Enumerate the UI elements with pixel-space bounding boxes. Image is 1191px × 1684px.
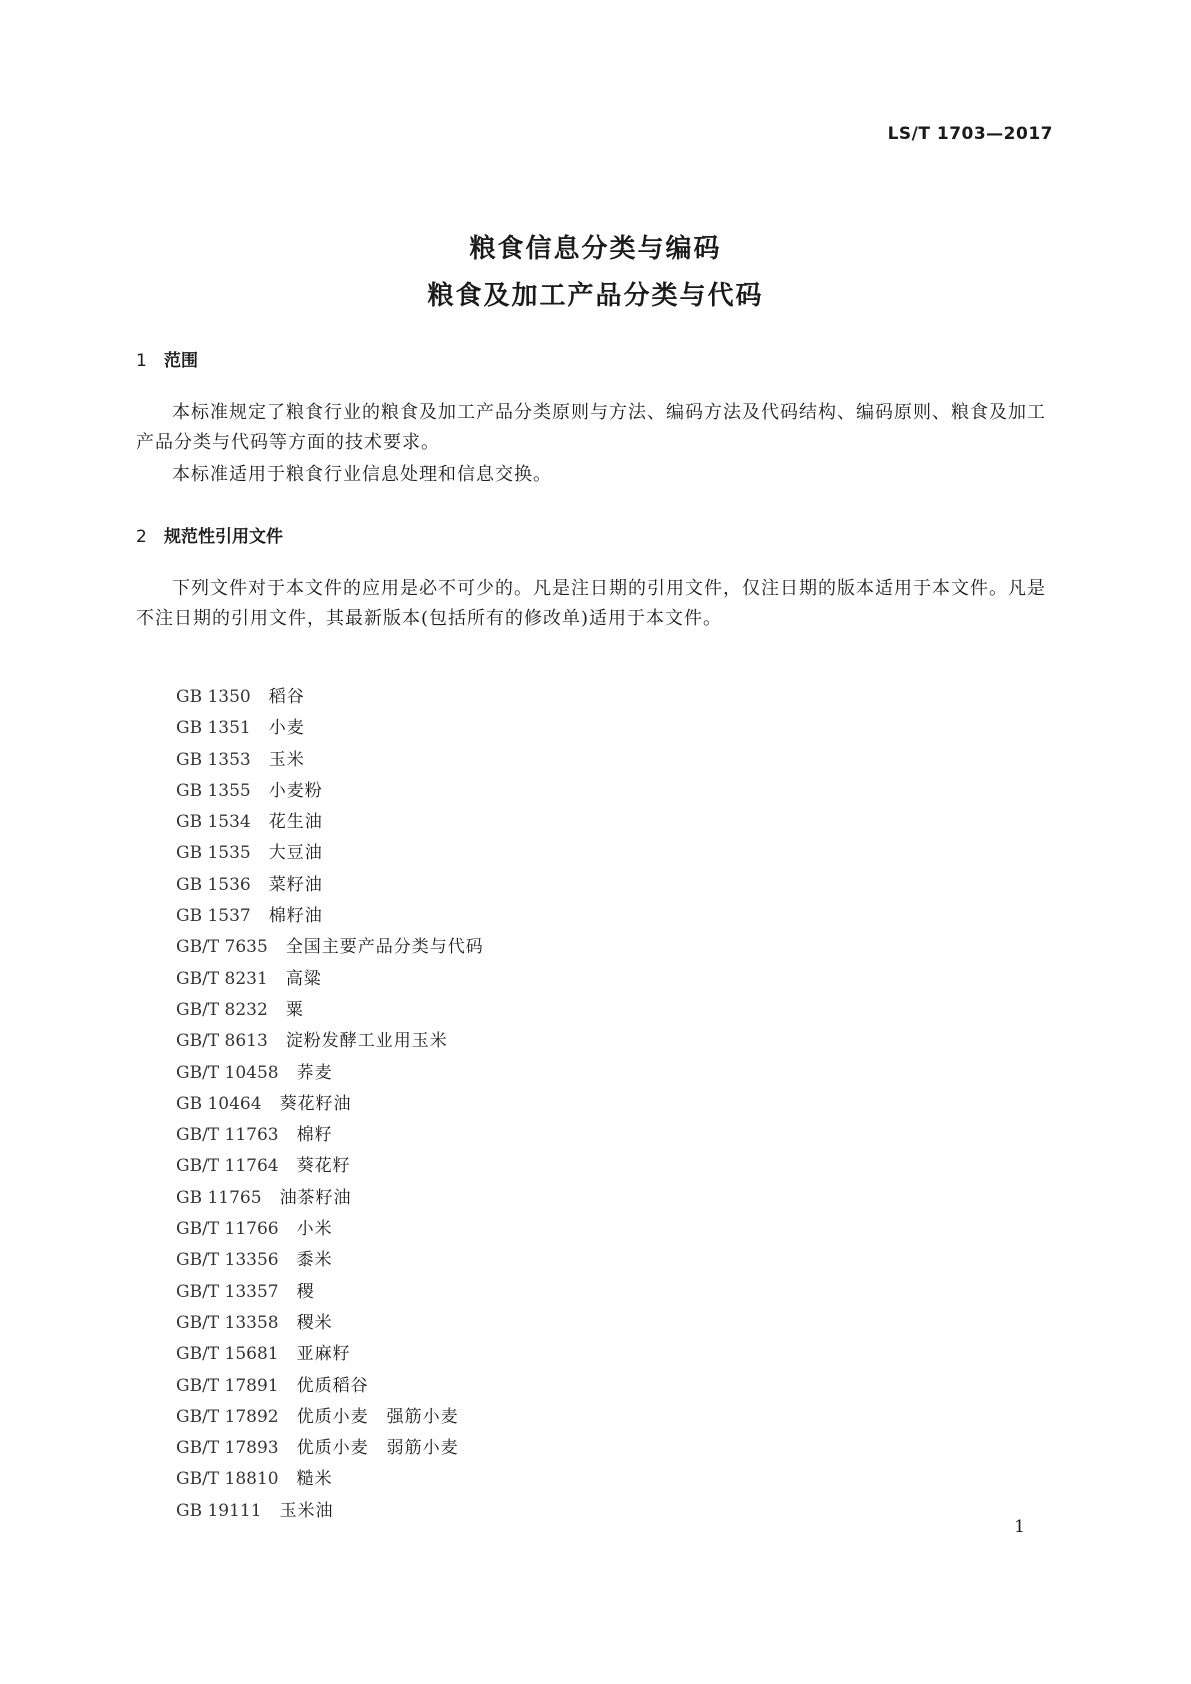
reference-code: GB/T 7635 (176, 937, 268, 958)
reference-title: 糙米 (296, 1469, 333, 1490)
page-number: 1 (1014, 1517, 1025, 1537)
reference-code: GB 1351 (176, 718, 251, 739)
reference-title: 花生油 (268, 812, 323, 833)
reference-title: 稷米 (296, 1312, 333, 1333)
reference-code: GB/T 11764 (176, 1156, 279, 1177)
section-number: 1 (136, 351, 147, 371)
document-title-line1: 粮食信息分类与编码 (469, 234, 722, 264)
reference-code: GB/T 13357 (176, 1281, 279, 1302)
reference-code: GB/T 13358 (176, 1312, 279, 1333)
reference-title: 优质小麦 弱筋小麦 (296, 1438, 459, 1459)
reference-item (176, 932, 484, 963)
reference-code: GB 1535 (176, 843, 251, 864)
reference-code: GB/T 15681 (176, 1344, 279, 1365)
reference-title: 全国主要产品分类与代码 (285, 937, 484, 958)
reference-code: GB/T 8231 (176, 968, 268, 989)
reference-item (176, 1214, 484, 1245)
reference-item (176, 1277, 484, 1308)
section-scope-heading (136, 346, 198, 371)
reference-item (176, 1402, 484, 1433)
reference-code: GB 19111 (176, 1500, 262, 1521)
normative-refs-intro: 下列文件对于本文件的应用是必不可少的。凡是注日期的引用文件，仅注日期的版本适用于本文件。凡是不注日期的引用文件，其最新版本(包括所有的修改单)适用于本文件。 (136, 578, 1046, 629)
reference-item (176, 713, 484, 744)
reference-title: 优质稻谷 (296, 1375, 369, 1396)
reference-title: 黍米 (296, 1250, 333, 1271)
section-title: 规范性引用文件 (164, 527, 283, 547)
reference-code: GB 1350 (176, 687, 251, 707)
reference-item (176, 807, 484, 838)
reference-code: GB/T 10458 (176, 1062, 279, 1083)
reference-title: 稷 (296, 1281, 315, 1302)
reference-title: 亚麻籽 (296, 1344, 351, 1365)
document-title-line2: 粮食及加工产品分类与代码 (427, 281, 764, 311)
section-normative-refs-heading (136, 522, 283, 547)
reference-title: 菜籽油 (268, 874, 323, 895)
reference-item (176, 901, 484, 932)
reference-code: GB 1537 (176, 906, 251, 927)
reference-code: GB/T 8613 (176, 1031, 268, 1052)
reference-item (176, 682, 484, 713)
reference-title: 优质小麦 强筋小麦 (296, 1406, 459, 1427)
reference-item (176, 745, 484, 776)
reference-item (176, 870, 484, 901)
reference-title: 葵花籽油 (279, 1093, 352, 1114)
reference-code: GB 11765 (176, 1187, 262, 1208)
reference-code: GB/T 17891 (176, 1375, 279, 1396)
reference-code: GB 10464 (176, 1093, 262, 1114)
standard-number: LS/T 1703—2017 (887, 124, 1053, 144)
reference-item (176, 1339, 484, 1370)
reference-title: 小麦粉 (268, 780, 323, 801)
reference-item (176, 1433, 484, 1464)
section-number: 2 (136, 527, 147, 547)
reference-item (176, 1371, 484, 1402)
reference-title: 玉米 (268, 749, 305, 770)
reference-title: 小米 (296, 1219, 333, 1240)
reference-item (176, 1120, 484, 1151)
reference-code: GB 1355 (176, 780, 251, 801)
reference-code: GB 1534 (176, 812, 251, 833)
reference-item (176, 1026, 484, 1057)
reference-title: 淀粉发酵工业用玉米 (285, 1031, 448, 1052)
reference-item (176, 995, 484, 1026)
reference-title: 大豆油 (268, 843, 323, 864)
reference-title: 玉米油 (279, 1500, 334, 1521)
reference-code: GB/T 8232 (176, 999, 268, 1020)
reference-code: GB/T 13356 (176, 1250, 279, 1271)
reference-item (176, 1496, 484, 1527)
reference-code: GB/T 17893 (176, 1438, 279, 1459)
reference-item (176, 776, 484, 807)
reference-title: 粟 (285, 999, 304, 1020)
reference-title: 棉籽 (296, 1125, 333, 1146)
reference-item (176, 964, 484, 995)
reference-item (176, 1089, 484, 1120)
reference-title: 稻谷 (268, 687, 305, 707)
reference-title: 油茶籽油 (279, 1187, 352, 1208)
reference-item (176, 1151, 484, 1182)
reference-item (176, 1058, 484, 1089)
reference-code: GB/T 18810 (176, 1469, 279, 1490)
reference-code: GB/T 11766 (176, 1219, 279, 1240)
reference-code: GB/T 17892 (176, 1406, 279, 1427)
reference-title: 葵花籽 (296, 1156, 351, 1177)
reference-title: 高粱 (285, 968, 322, 989)
section-title: 范围 (164, 351, 198, 371)
reference-code: GB 1536 (176, 874, 251, 895)
reference-title: 棉籽油 (268, 906, 323, 927)
reference-code: GB/T 11763 (176, 1125, 279, 1146)
reference-list (176, 682, 484, 1527)
reference-code: GB 1353 (176, 749, 251, 770)
reference-title: 荞麦 (296, 1062, 333, 1083)
reference-item (176, 838, 484, 869)
reference-item (176, 1464, 484, 1495)
reference-item (176, 1183, 484, 1214)
reference-title: 小麦 (268, 718, 305, 739)
reference-item (176, 1245, 484, 1276)
scope-paragraph-1: 本标准规定了粮食行业的粮食及加工产品分类原则与方法、编码方法及代码结构、编码原则、粮食及加工产品分类与代码等方面的技术要求。 (136, 402, 1046, 453)
scope-paragraph-2: 本标准适用于粮食行业信息处理和信息交换。 (172, 464, 552, 485)
reference-item (176, 1308, 484, 1339)
